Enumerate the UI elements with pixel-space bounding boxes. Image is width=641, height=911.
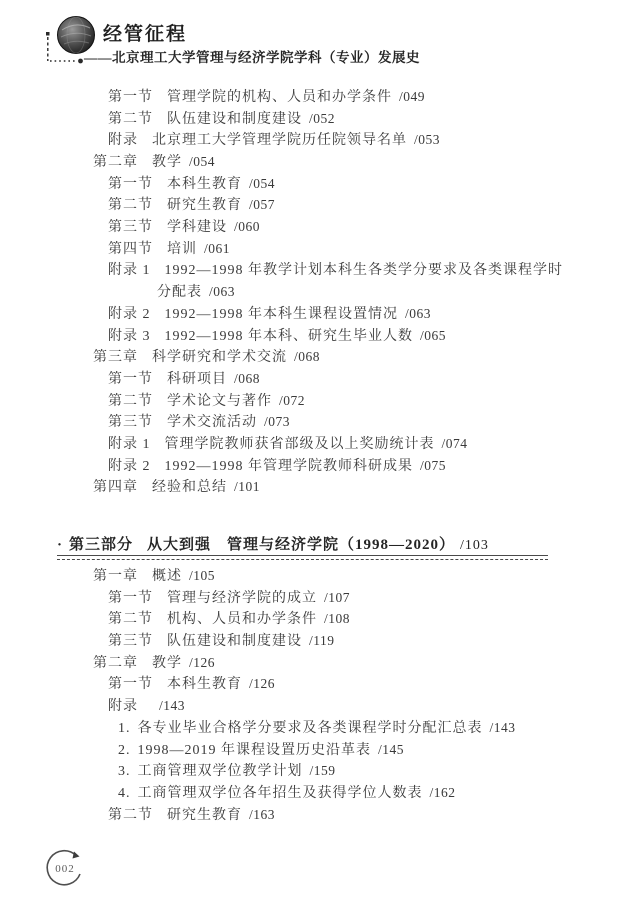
toc-entry-label: 附录 xyxy=(108,133,138,149)
toc-entry-title: 1992—1998 年本科、研究生毕业人数 xyxy=(164,328,413,344)
toc-entry-label: 第一节 xyxy=(108,677,153,693)
toc-entry-title: 工商管理双学位教学计划 xyxy=(137,764,303,780)
toc-entry-title: 工商管理双学位各年招生及获得学位人数表 xyxy=(137,785,423,801)
toc-entry xyxy=(0,782,600,804)
toc-entry-title: 教学 xyxy=(152,155,182,171)
book-subtitle: ——北京理工大学管理与经济学院学科（专业）发展史 xyxy=(84,50,420,65)
toc-entry-label: 第二节 xyxy=(108,612,153,628)
toc-entry-page: /107 xyxy=(324,589,351,605)
book-title: 经管征程 xyxy=(103,24,188,45)
part-heading-underline xyxy=(57,555,548,560)
toc-entry-title: 管理与经济学院的成立 xyxy=(167,590,317,606)
toc-entry-title: 1998—2019 年课程设置历史沿革表 xyxy=(137,742,371,758)
toc-entry-label: 1. xyxy=(118,720,131,736)
toc-entry-page: /145 xyxy=(378,741,405,757)
toc-entry-title: 教学 xyxy=(152,655,182,671)
toc-entry xyxy=(0,86,600,108)
toc-entry xyxy=(0,151,600,173)
toc-entry xyxy=(0,455,600,477)
toc-entry-page: /126 xyxy=(249,676,276,692)
toc-entry-page: /052 xyxy=(309,110,336,126)
toc-entry-page: /119 xyxy=(309,633,335,649)
toc-entry-title: 1992—1998 年本科生课程设置情况 xyxy=(164,306,398,322)
toc-entry-label: 附录 xyxy=(108,699,138,715)
part-heading-page: /103 xyxy=(460,538,489,553)
toc-entry-title: 队伍建设和制度建设 xyxy=(167,634,302,650)
part-heading-bullet: · xyxy=(57,537,64,553)
toc-entry-page: /063 xyxy=(209,284,236,300)
toc-entry xyxy=(0,129,600,151)
toc-entry-label: 第四章 xyxy=(93,480,138,496)
toc-entry-label: 第一节 xyxy=(108,176,153,192)
toc-part3-list xyxy=(0,565,600,825)
toc-entry-page: /061 xyxy=(204,240,231,256)
toc-entry-label: 第一节 xyxy=(108,590,153,606)
toc-entry-title: 科研项目 xyxy=(167,371,227,387)
toc-entry-title: 科学研究和学术交流 xyxy=(152,350,287,366)
toc-entry-label: 第三节 xyxy=(108,415,153,431)
toc-entry-label: 附录 1 xyxy=(108,437,151,452)
toc-entry xyxy=(0,368,600,390)
toc-entry-title: 培训 xyxy=(167,241,197,257)
toc-entry-page: /065 xyxy=(420,327,447,343)
toc-entry-title: 管理学院教师获省部级及以上奖励统计表 xyxy=(164,437,435,452)
toc-entry-label: 第一章 xyxy=(93,569,138,584)
toc-entry xyxy=(0,216,600,238)
toc-entry-page: /054 xyxy=(189,154,216,170)
toc-entry xyxy=(0,303,600,325)
toc-entry-label: 第二节 xyxy=(108,198,153,214)
part-heading-label: 第三部分 xyxy=(69,537,134,553)
toc-entry xyxy=(0,587,600,609)
toc-entry-page: /060 xyxy=(234,219,261,235)
toc-entry xyxy=(0,260,600,282)
page-number-text: 002 xyxy=(55,863,75,875)
toc-entry xyxy=(0,390,600,412)
toc-entry xyxy=(0,173,600,195)
part-heading-title: 从大到强 管理与经济学院（1998—2020） xyxy=(147,537,456,553)
toc-entry-title: 1992—1998 年管理学院教师科研成果 xyxy=(164,458,413,474)
toc-entry-title: 学术论文与著作 xyxy=(167,393,272,409)
toc-entry xyxy=(0,608,600,630)
toc-entry-label: 第三节 xyxy=(108,634,153,650)
toc-entry-page: /101 xyxy=(234,479,261,495)
toc-entry xyxy=(0,717,600,739)
toc-entry-title: 学科建设 xyxy=(167,220,227,236)
toc-entry-title: 本科生教育 xyxy=(167,677,242,693)
toc-entry-label: 第二章 xyxy=(93,155,138,171)
toc-entry xyxy=(0,411,600,433)
toc-entry-title: 研究生教育 xyxy=(167,198,242,214)
toc-entry-label: 2. xyxy=(118,742,131,758)
toc-entry-page: /057 xyxy=(249,197,276,213)
toc-entry xyxy=(0,325,600,347)
toc-entry-page: /105 xyxy=(189,568,216,583)
toc-entry-title: 1992—1998 年教学计划本科生各类学分要求及各类课程学时 xyxy=(164,262,563,278)
toc-entry-title: 队伍建设和制度建设 xyxy=(167,111,302,127)
toc-entry-title: 概述 xyxy=(152,569,182,584)
toc-entry xyxy=(0,652,600,674)
toc-entry xyxy=(0,739,600,761)
toc-entry-page: /159 xyxy=(309,763,336,779)
toc-entry xyxy=(0,565,600,587)
toc-entry xyxy=(0,238,600,260)
toc-entry-label: 第二节 xyxy=(108,111,153,127)
toc-entry-label: 3. xyxy=(118,764,131,780)
toc-entry-page: /108 xyxy=(324,611,351,627)
toc-entry-page: /074 xyxy=(441,436,468,451)
toc-entry-title: 北京理工大学管理学院历任院领导名单 xyxy=(152,133,407,149)
toc-entry-page: /075 xyxy=(420,457,447,473)
toc-entry-page: /068 xyxy=(294,349,321,365)
toc-entry xyxy=(0,630,600,652)
toc-entry xyxy=(0,281,600,303)
toc-entry-label: 第二节 xyxy=(108,807,153,823)
toc-entry-page: /143 xyxy=(159,698,186,714)
toc-entry xyxy=(0,194,600,216)
toc-entry-page: /054 xyxy=(249,175,276,191)
toc-entry-title: 机构、人员和办学条件 xyxy=(167,612,317,628)
toc-entry-page: /162 xyxy=(429,784,456,800)
toc-entry-title: 分配表 xyxy=(157,285,202,301)
toc-entry-page: /053 xyxy=(414,132,441,148)
toc-part2-list xyxy=(0,86,600,498)
toc-entry-label: 第一节 xyxy=(108,90,153,105)
toc-entry xyxy=(0,108,600,130)
toc-entry-title: 学术交流活动 xyxy=(167,415,257,431)
toc-entry-label: 第二章 xyxy=(93,655,138,671)
toc-entry xyxy=(0,760,600,782)
toc-entry-label: 附录 3 xyxy=(108,328,151,344)
folio-page-number xyxy=(43,847,87,891)
toc-entry xyxy=(0,695,600,717)
toc-entry-label: 第三章 xyxy=(93,350,138,366)
part-heading xyxy=(57,533,557,554)
toc-entry-page: /073 xyxy=(264,414,291,430)
toc-entry xyxy=(0,433,600,455)
toc-entry-label: 第四节 xyxy=(108,241,153,257)
toc-entry-label: 附录 2 xyxy=(108,306,151,322)
toc-entry-label: 附录 1 xyxy=(108,262,151,278)
toc-entry-title: 研究生教育 xyxy=(167,807,242,823)
toc-entry xyxy=(0,346,600,368)
toc-entry xyxy=(0,804,600,826)
toc-entry-title: 管理学院的机构、人员和办学条件 xyxy=(167,90,392,105)
toc-entry-page: /063 xyxy=(405,305,432,321)
toc-entry-title: 经验和总结 xyxy=(152,480,227,496)
toc-entry-page: /163 xyxy=(249,806,276,822)
toc-entry-label: 第一节 xyxy=(108,371,153,387)
toc-entry-page: /143 xyxy=(489,719,516,735)
toc-entry xyxy=(0,673,600,695)
toc-entry-title: 本科生教育 xyxy=(167,176,242,192)
toc-entry-page: /068 xyxy=(234,370,261,386)
toc-entry-label: 4. xyxy=(118,785,131,801)
toc-entry-page: /126 xyxy=(189,654,216,670)
toc-entry-title: 各专业毕业合格学分要求及各类课程学时分配汇总表 xyxy=(137,720,483,736)
toc-entry-label: 第三节 xyxy=(108,220,153,236)
page-header xyxy=(0,0,641,80)
toc-entry-page: /049 xyxy=(399,89,426,104)
toc-entry-page: /072 xyxy=(279,392,306,408)
toc-entry xyxy=(0,476,600,498)
toc-entry-label: 附录 2 xyxy=(108,458,151,474)
toc-entry-label: 第二节 xyxy=(108,393,153,409)
